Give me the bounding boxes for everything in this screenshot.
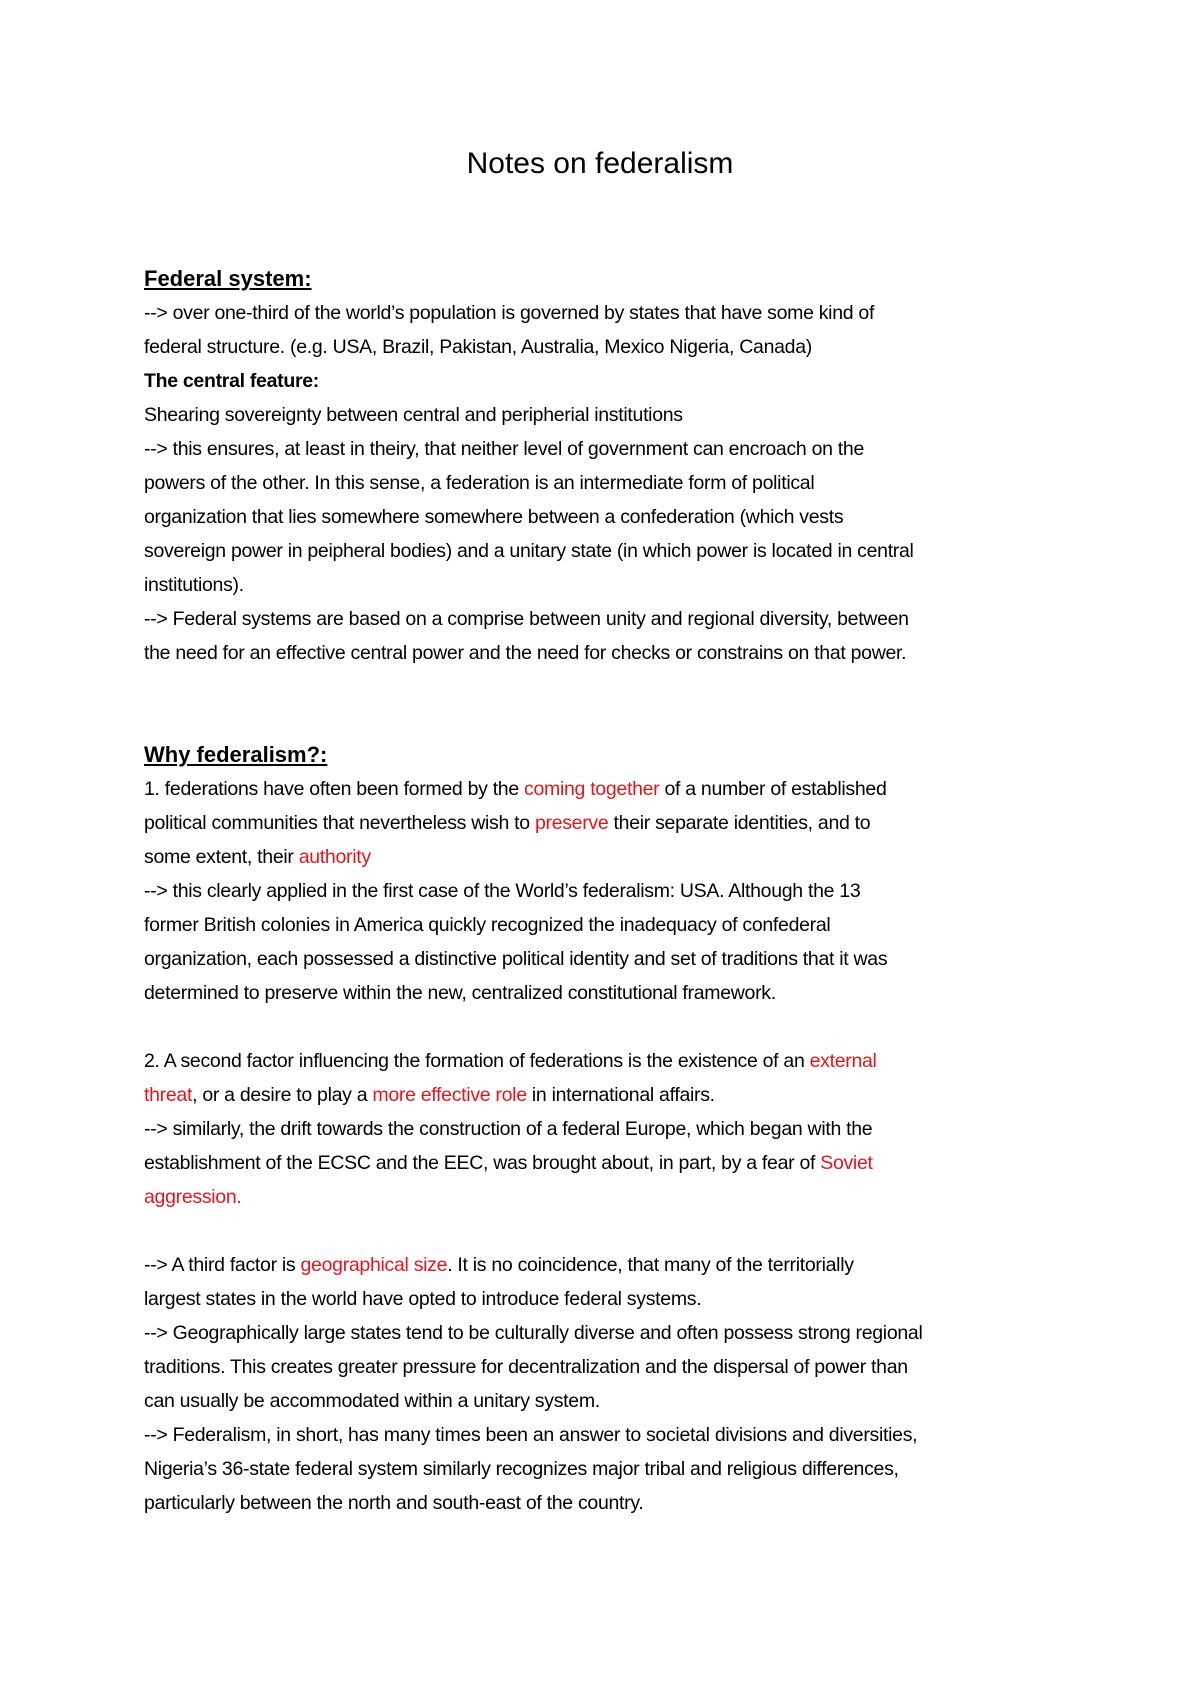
text-line: political communities that nevertheless wish to preserve their separate identities, and to [144, 812, 871, 834]
text-line: can usually be accommodated within a unitary system. [144, 1390, 600, 1412]
highlight-text: aggression. [144, 1186, 242, 1208]
text-line: 1. federations have often been formed by the coming together of a number of established [144, 778, 887, 800]
text-line: --> Geographically large states tend to be culturally diverse and often possess strong regional [144, 1322, 923, 1344]
text-line: organization that lies somewhere somewhere between a confederation (which vests [144, 506, 844, 528]
highlight-text: more effective role [372, 1084, 527, 1106]
highlight-text: external [809, 1050, 877, 1072]
text-line [144, 1180, 1064, 1214]
spacer [144, 670, 1064, 738]
text-line: --> Federal systems are based on a comprise between unity and regional diversity, between [144, 608, 909, 630]
text-line: 2. A second factor influencing the formation of federations is the existence of an external [144, 1050, 877, 1072]
highlight-text: coming together [524, 778, 660, 800]
text-line: --> over one-third of the world’s population is governed by states that have some kind of [144, 302, 875, 324]
spacer [144, 1214, 1064, 1248]
text-line: determined to preserve within the new, centralized constitutional framework. [144, 982, 776, 1004]
text-line: threat, or a desire to play a more effective role in international affairs. [144, 1084, 715, 1106]
page-title: Notes on federalism [466, 147, 734, 180]
text-line: the need for an effective central power and the need for checks or constrains on that power. [144, 642, 907, 664]
highlight-text: threat [144, 1084, 193, 1106]
text-line: former British colonies in America quickly recognized the inadequacy of confederal [144, 914, 831, 936]
text-line: Nigeria’s 36-state federal system similarly recognizes major tribal and religious differences, [144, 1458, 899, 1480]
text-line: sovereign power in peipheral bodies) and a unitary state (in which power is located in central [144, 540, 914, 562]
text-line: establishment of the ECSC and the EEC, was brought about, in part, by a fear of Soviet [144, 1152, 873, 1174]
section-heading-why-federalism: Why federalism?: [144, 742, 328, 767]
spacer [144, 1010, 1064, 1044]
text-line: traditions. This creates greater pressure for decentralization and the dispersal of power than [144, 1356, 908, 1378]
highlight-text: preserve [534, 812, 609, 834]
text-line: Shearing sovereignty between central and peripherial institutions [144, 404, 683, 426]
text-line: federal structure. (e.g. USA, Brazil, Pakistan, Australia, Mexico Nigeria, Canada) [144, 336, 812, 358]
highlight-text: Soviet [820, 1152, 873, 1174]
text-line: organization, each possessed a distinctive political identity and set of traditions that it was [144, 948, 888, 970]
text-line: --> A third factor is geographical size. It is no coincidence, that many of the territorially [144, 1254, 854, 1276]
section-heading-federal-system: Federal system: [144, 266, 312, 291]
highlight-text: geographical size [300, 1254, 448, 1276]
text-line: --> similarly, the drift towards the construction of a federal Europe, which began with the [144, 1118, 873, 1140]
text-line: --> this clearly applied in the first case of the World’s federalism: USA. Although the 13 [144, 880, 861, 902]
text-line: some extent, their authority [144, 846, 371, 868]
text-line: powers of the other. In this sense, a federation is an intermediate form of political [144, 472, 815, 494]
text-line: --> this ensures, at least in theiry, that neither level of government can encroach on the [144, 438, 865, 460]
document-body [144, 262, 1064, 1520]
central-feature-label: The central feature: [144, 370, 319, 392]
text-line: largest states in the world have opted to introduce federal systems. [144, 1288, 702, 1310]
text-line: particularly between the north and south-east of the country. [144, 1492, 644, 1514]
text-line: institutions). [144, 574, 244, 596]
highlight-text: authority [298, 846, 371, 868]
text-line: --> Federalism, in short, has many times been an answer to societal divisions and diversities, [144, 1424, 918, 1446]
